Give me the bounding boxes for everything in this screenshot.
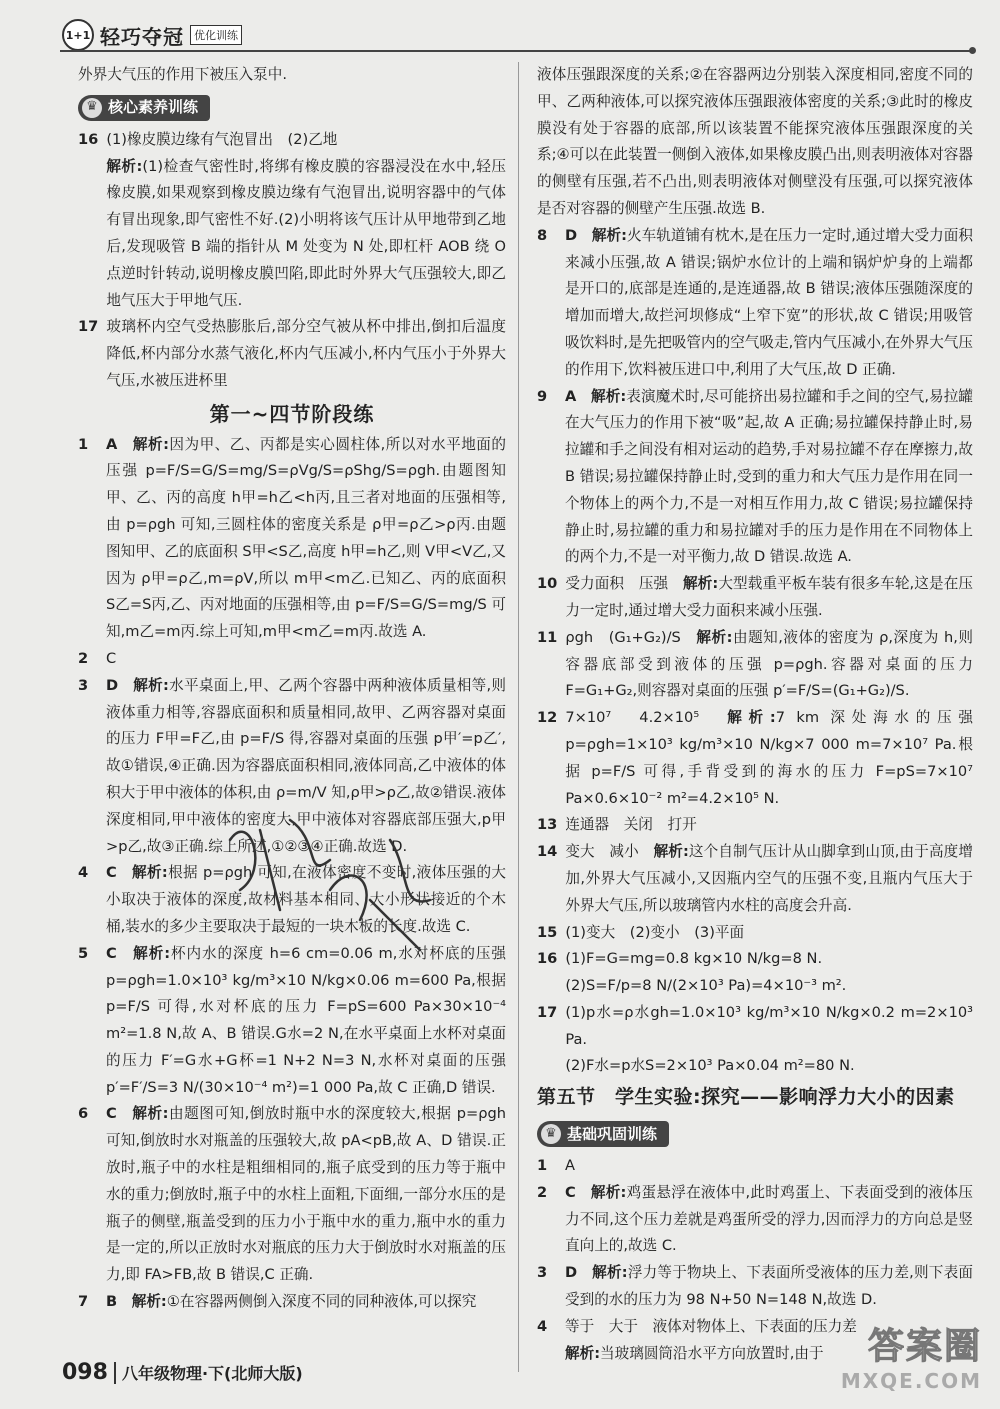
item-analysis: 这个自制气压计从山脚拿到山顶,由于高度增加,外界大气压减小,又因瓶内空气的压强不变,且瓶内气压大于外界大气压,所以玻璃管内水柱的高度会升高. bbox=[565, 843, 973, 914]
item-answer: 7×10⁷ 4.2×10⁵ bbox=[565, 709, 700, 727]
item-analysis: 根据 p=ρgh 可知,在液体密度不变时,液体压强的大小取决于液体的深度,故材料基本相同、大小形状接近的个木桶,装水的多少主要取决于最短的一块木板的长度.故选 C. bbox=[106, 864, 506, 935]
item-answer-line: (2)F水=p水S=2×10³ Pa×0.04 m²=80 N. bbox=[565, 1057, 855, 1075]
item-analysis: 鸡蛋悬浮在液体中,此时鸡蛋上、下表面受到的液体压力不同,这个压力差就是鸡蛋所受的浮力,因而浮力的方向总是竖直向上的,故选 C. bbox=[565, 1183, 973, 1255]
answer-item-6 bbox=[78, 1101, 506, 1289]
item-answer: C bbox=[565, 1183, 576, 1201]
analysis-label: 解析: bbox=[131, 1293, 167, 1311]
analysis-label: 解析: bbox=[132, 435, 169, 453]
item-answer: A bbox=[565, 387, 577, 405]
item-number: 17 bbox=[78, 318, 99, 336]
section-title-stage-practice: 第一~四节阶段练 bbox=[209, 401, 375, 426]
item-analysis: 7 km 深处海水的压强 p=ρgh=1×10³ kg/m³×10 N/kg×7 000 m=7×10⁷ Pa.根据 p=F/S 可得,手背受到的海水的压力 F=pS=7×10⁷ Pa×0.6×10⁻² m²=4.2×10⁵ N. bbox=[565, 709, 973, 807]
item-number: 16 bbox=[537, 950, 558, 968]
item-answer: C bbox=[106, 649, 117, 667]
item-analysis: 杯内水的深度 h=6 cm=0.06 m,水对杯底的压强 p=ρgh=1.0×10³ kg/m³×10 N/kg×0.06 m=600 Pa,根据 p=F/S 可得,水对杯底的压力 F=pS=600 Pa×30×10⁻⁴ m²=1.8 N,故 A、B 错误.G水=2 N,在水平桌面上水杯对桌面的压力 F′=G水+G杯=1 N+2 N=3 N,水杯对桌面的压强 p′=F′/S=3 N/(30×10⁻⁴ m²)=1 000 Pa,故 C 正确,D 错误. bbox=[106, 944, 506, 1096]
answer-item-16 bbox=[78, 127, 506, 315]
page-footer bbox=[62, 1360, 303, 1385]
answer-item-5 bbox=[78, 941, 506, 1102]
item-number: 5 bbox=[78, 944, 89, 962]
answer-item-17 bbox=[78, 314, 506, 394]
answer-item-8 bbox=[537, 223, 973, 384]
header-brand bbox=[62, 20, 242, 50]
item-number: 3 bbox=[78, 676, 89, 694]
item-number: 9 bbox=[537, 387, 548, 405]
brand-name: 轻巧夺冠 bbox=[100, 24, 184, 49]
analysis-label: 解析: bbox=[132, 1105, 169, 1123]
left-intro-line: 外界大气压的作用下被压入泵中. bbox=[78, 66, 287, 83]
answer-item-7 bbox=[78, 1289, 506, 1316]
analysis-label: 解析: bbox=[591, 226, 627, 244]
watermark bbox=[841, 1318, 982, 1393]
s5-answer-item-1 bbox=[537, 1153, 973, 1180]
item-answer: C bbox=[106, 864, 117, 882]
item-answer: B bbox=[106, 1293, 118, 1311]
item-answer: 等于 大于 液体对物体上、下表面的压力差 bbox=[565, 1317, 857, 1335]
analysis-label: 解析: bbox=[133, 944, 171, 962]
crown-icon: ♛ bbox=[82, 98, 102, 118]
item-number: 8 bbox=[537, 226, 548, 244]
item-number: 6 bbox=[78, 1105, 89, 1123]
answer-item-13 bbox=[537, 812, 973, 839]
analysis-label: 解析: bbox=[106, 157, 143, 175]
s5-answer-item-2 bbox=[537, 1180, 973, 1260]
header-rule bbox=[60, 50, 970, 52]
watermark-main: 答案圈 bbox=[867, 1326, 982, 1367]
item-number: 13 bbox=[537, 816, 558, 834]
item-answer: C bbox=[106, 944, 117, 962]
banner-label: 核心素养训练 bbox=[108, 98, 199, 117]
analysis-label: 解析: bbox=[132, 864, 168, 882]
item-number: 2 bbox=[537, 1183, 548, 1201]
item-number: 14 bbox=[537, 843, 558, 861]
analysis-label: 解析: bbox=[682, 575, 719, 593]
left-column bbox=[78, 62, 506, 1316]
item-number: 2 bbox=[78, 649, 89, 667]
item-analysis: (1)检查气密性时,将绑有橡皮膜的容器浸没在水中,轻压橡皮膜,如果观察到橡皮膜边缘有气泡冒出,说明容器中的气体有冒出现象,即气密性不好.(2)小明将该气压计从甲地带到乙地后,发现吸管 B 端的指针从 M 处变为 N 处,即杠杆 AOB 绕 O 点逆时针转动,说明橡皮膜凹陷,即此时外界大气压强较大,即乙地气压大于甲地气压. bbox=[106, 157, 506, 309]
item-number: 1 bbox=[537, 1157, 548, 1175]
answer-item-10 bbox=[537, 571, 973, 625]
item-analysis: 由题图可知,倒放时瓶中水的深度较大,根据 p=ρgh 可知,倒放时水对瓶盖的压强较大,故 pA<pB,故 A、D 错误.正放时,瓶子中的水柱是粗细相同的,瓶子底受到的压力等于瓶中水的重力;倒放时,瓶子中的水柱上面粗,下面细,一部分水压的是瓶子的侧壁,瓶盖受到的压力小于瓶中水的重力,瓶中水的重力是一定的,所以正放时水对瓶底的压力大于倒放时水对瓶盖的压力,即 FA>FB,故 B 错误,C 正确. bbox=[106, 1105, 506, 1284]
item-answer: ρgh (G₁+G₂)/S bbox=[565, 628, 681, 646]
column-divider bbox=[518, 62, 519, 1372]
book-title: 八年级物理·下(北师大版) bbox=[121, 1364, 303, 1383]
watermark-url: MXQE.COM bbox=[840, 1369, 982, 1393]
item-number: 17 bbox=[537, 1003, 558, 1021]
analysis-label: 解析: bbox=[653, 843, 689, 861]
answer-item-15 bbox=[537, 920, 973, 947]
banner-basic-training bbox=[537, 1121, 669, 1147]
item-number: 11 bbox=[537, 628, 558, 646]
brand-logo-icon: 1+1 bbox=[62, 19, 94, 51]
item-analysis: 水平桌面上,甲、乙两个容器中两种液体质量相等,则液体重力相等,容器底面积和质量相同,故甲、乙两容器对桌面的压力 F甲=F乙,由 p=F/S 得,容器对桌面的压强 p甲′=p乙′,故①错误,④正确.因为容器底面积相同,液体同高,乙中液体的体积大于甲中液体的体积,由 ρ=m/V 知,ρ甲>ρ乙,故②错误.液体深度相同,甲中液体的密度大,甲中液体对容器底部压强大,p甲>p乙,故③正确.综上所述,①②③④正确.故选 D. bbox=[106, 676, 506, 855]
item-number: 16 bbox=[78, 130, 99, 148]
item-answer: A bbox=[565, 1157, 575, 1175]
item-analysis: 因为甲、乙、丙都是实心圆柱体,所以对水平地面的压强 p=F/S=G/S=mg/S=ρVg/S=ρShg/S=ρgh.由题图知甲、乙、丙的高度 h甲=h乙<h丙,且三者对地面的压强相等,由 p=ρgh 可知,三圆柱体的密度关系是 ρ甲=ρ乙>ρ丙.由题图知甲、乙的底面积 S甲<S乙,高度 h甲=h乙,则 V甲<V乙,又因为 ρ甲=ρ乙,m=ρV,所以 m甲<m乙.已知乙、丙的底面积 S乙=S丙,乙、丙对地面的压强相等,由 p=F/S=G/S=mg/S 可知,m乙=m丙.综上可知,m甲<m乙=m丙.故选 A. bbox=[106, 435, 506, 641]
item-number: 10 bbox=[537, 575, 558, 593]
banner-core-training bbox=[78, 95, 210, 121]
analysis-label: 解析: bbox=[592, 1264, 628, 1282]
answer-item-2 bbox=[78, 646, 506, 673]
analysis-label: 解析: bbox=[696, 628, 733, 646]
item-number: 7 bbox=[78, 1293, 89, 1311]
footer-separator bbox=[114, 1362, 116, 1384]
item-number: 1 bbox=[78, 435, 89, 453]
analysis-label: 解析: bbox=[727, 709, 776, 727]
item-answer-line: (1)p水=ρ水gh=1.0×10³ kg/m³×10 N/kg×0.2 m=2×10³ Pa. bbox=[565, 1003, 973, 1048]
right-column bbox=[537, 62, 973, 1367]
item-analysis: 当玻璃圆筒沿水平方向放置时,由于 bbox=[600, 1344, 824, 1362]
item-answer: 受力面积 压强 bbox=[565, 575, 669, 593]
brand-tag: 优化训练 bbox=[190, 25, 242, 45]
crown-icon: ♛ bbox=[541, 1124, 561, 1144]
item-answer: (1)变大 (2)变小 (3)平面 bbox=[565, 923, 745, 941]
item-answer: D bbox=[565, 226, 578, 244]
answer-item-3 bbox=[78, 673, 506, 861]
item-answer: 连通器 关闭 打开 bbox=[565, 816, 697, 834]
answer-item-9 bbox=[537, 384, 973, 572]
answer-item-4 bbox=[78, 860, 506, 940]
analysis-label: 解析: bbox=[565, 1344, 601, 1362]
answer-item-16 bbox=[537, 946, 973, 1000]
item-answer: 玻璃杯内空气受热膨胀后,部分空气被从杯中排出,倒扣后温度降低,杯内部分水蒸气液化,杯内气压减小,杯内气压小于外界大气压,水被压进杯里 bbox=[106, 318, 506, 389]
item-analysis: 大型载重平板车装有很多车轮,这是在压力一定时,通过增大受力面积来减小压强. bbox=[565, 575, 973, 619]
s5-answer-item-3 bbox=[537, 1260, 973, 1314]
answer-item-1 bbox=[78, 432, 506, 646]
item-answer-line: (2)S=F/p=8 N/(2×10³ Pa)=4×10⁻³ m². bbox=[565, 977, 847, 995]
answer-item-14 bbox=[537, 839, 973, 919]
item-number: 4 bbox=[537, 1317, 548, 1335]
item-answer: C bbox=[106, 1105, 117, 1123]
item-analysis: ①在容器两侧倒入深度不同的同种液体,可以探究 bbox=[166, 1293, 477, 1311]
item-answer: 变大 减小 bbox=[565, 843, 639, 861]
item-analysis: 表演魔术时,尽可能挤出易拉罐和手之间的空气,易拉罐在大气压力的作用下被“吸”起,故 A 正确;易拉罐保持静止时,易拉罐和手之间没有相对运动的趋势,手对易拉罐不存在摩擦力,故 B 错误;易拉罐保持静止时,受到的重力和大气压力是作用在同一个物体上的两个力,不是一对相互作用力,故 C 错误;易拉罐保持静止时,易拉罐的重力和易拉罐对手的压力是作用在不同物体上的两个力,不是一对平衡力,故 D 错误.故选 A. bbox=[565, 387, 973, 566]
analysis-label: 解析: bbox=[590, 1183, 627, 1201]
analysis-label: 解析: bbox=[133, 676, 169, 694]
item-number: 12 bbox=[537, 709, 558, 727]
q7-continued: 液体压强跟深度的关系;②在容器两边分别装入深度相同,密度不同的甲、乙两种液体,可以探究液体压强跟液体密度的关系;③此时的橡皮膜没有处于容器的底部,所以该装置不能探究液体压强跟深度的关系;④可以在此装置一侧倒入液体,如果橡皮膜凸出,则表明液体对容器的侧壁有压强,若不凸出,则表明液体对侧壁没有压强,可以探究液体是否对容器的侧壁产生压强.故选 B. bbox=[537, 66, 973, 217]
item-number: 3 bbox=[537, 1264, 548, 1282]
item-number: 4 bbox=[78, 864, 89, 882]
item-analysis: 由题知,液体的密度为 ρ,深度为 h,则容器底部受到液体的压强 p=ρgh.容器对桌面的压力 F=G₁+G₂,则容器对桌面的压强 p′=F/S=(G₁+G₂)/S. bbox=[565, 628, 973, 700]
item-answer: D bbox=[565, 1264, 578, 1282]
page-number: 098 bbox=[62, 1360, 108, 1385]
answer-item-17 bbox=[537, 1000, 973, 1080]
answer-item-11 bbox=[537, 625, 973, 705]
item-answer: A bbox=[106, 435, 118, 453]
item-answer: D bbox=[106, 676, 119, 694]
analysis-label: 解析: bbox=[591, 387, 627, 405]
answer-item-12 bbox=[537, 705, 973, 812]
item-answer-line: (1)F=G=mg=0.8 kg×10 N/kg=8 N. bbox=[565, 950, 823, 968]
banner-label: 基础巩固训练 bbox=[567, 1124, 658, 1143]
item-answer: (1)橡皮膜边缘有气泡冒出 (2)乙地 bbox=[106, 130, 338, 148]
item-analysis: 火车轨道铺有枕木,是在压力一定时,通过增大受力面积来减小压强,故 A 错误;锅炉水位计的上端和锅炉炉身的上端都是开口的,底部是连通的,是连通器,故 B 错误;液体压强随深度的增加而增大,故拦河坝修成“上窄下宽”的形状,故 C 错误;用吸管吸饮料时,是先把吸管内的空气吸走,管内气压减小,在外界大气压的作用下,饮料被压进口中,利用了大气压,故 D 正确. bbox=[565, 226, 973, 378]
section-title-section5: 第五节 学生实验:探究——影响浮力大小的因素 bbox=[537, 1086, 955, 1109]
item-number: 15 bbox=[537, 923, 558, 941]
item-analysis: 浮力等于物块上、下表面所受液体的压力差,则下表面受到的水的压力为 98 N+50 N=148 N,故选 D. bbox=[565, 1264, 973, 1309]
